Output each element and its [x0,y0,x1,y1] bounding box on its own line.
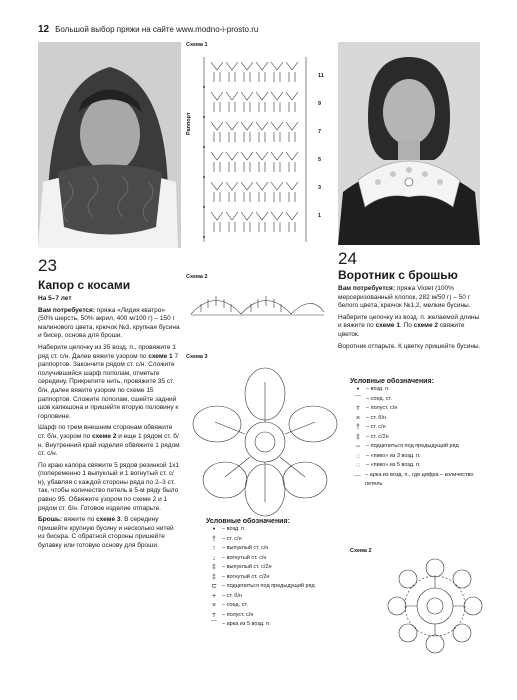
row-number: 1 [318,213,322,219]
legend-item [350,423,485,433]
legend-symbol: т [356,405,360,412]
legend-text: – полуст. с/н [366,405,398,411]
item-title: Капор с косами [38,278,131,292]
scheme-ref: схеме 2 [413,322,439,330]
legend-text: – арка из 5 возд. п. [222,621,271,627]
item-number: 24 [338,249,357,268]
rapport-label: Раппорт [186,112,192,135]
legend-item [206,525,356,535]
legend-symbol: ⌒ [354,395,362,403]
legend-text: – подцепиться под предыдущий ряд [222,583,315,589]
legend-symbol: ⊂ [211,583,217,590]
legend-symbol: + [211,592,217,600]
legend-symbol: ◌ [355,452,361,460]
legend-item [206,563,356,573]
legend-text: – ст. с/н [222,535,242,542]
instr-text: По краю капора свяжите 5 рядов резинкой 1х1 (попеременно 1 выпуклый и 1 вогнутый ст. с/н), убавляя с каждой стороны ряда по 2–3 ст. так, чтобы количество петель в 5-м ряду было равно 95. Обвяжите узором по схеме 2 и 1 рядом ст. б/н. Готовое изделие отпарьте. [38,461,179,512]
materials-text: пряжа «Лидия кватро» (50% шерсть, 50% акрил, 400 м/100 г) – 150 г малинового цвета, крючок №3, крупная бусина и бисер, основа для броши. [38,306,180,340]
legend-text: – вогнутый ст. с/2н [222,573,270,580]
left-text [38,295,180,554]
row-numbers [318,62,324,230]
legend-symbol: ⌒ [354,476,362,484]
legend-symbol: × [211,602,217,609]
legend-right [350,378,485,490]
legend-item [350,385,485,395]
brooch-label: Брошь: [38,516,63,524]
legend-item [350,404,485,414]
page-number: 12 [38,24,50,35]
scheme2r-diagram [385,556,485,656]
scheme1-label: Схема 1 [186,42,208,48]
legend-symbol: × [355,414,361,422]
legend-item [350,461,485,471]
instr-text: Воротник отпарьте. К цветку пришейте бусины. [338,342,481,350]
legend-text: – «пико» из 3 возд. п. [366,452,421,459]
scheme2r-label: Схема 2 [350,548,372,554]
scheme2-label: Схема 2 [186,274,208,280]
right-text [338,285,483,354]
legend-item [350,471,485,490]
legend-text: – подцепиться под предыдущий ряд [366,443,459,449]
legend-item [350,395,485,405]
legend-item [350,414,485,424]
legend-text: – соед. ст. [222,602,248,608]
row-number: 3 [318,185,322,191]
scheme-ref: схеме 2 [92,432,117,440]
instr-text: свяжите цветок. [338,322,465,338]
scheme-ref: схеме 1 [148,352,173,360]
item-number: 23 [38,256,57,275]
legend-text: – выпуклый ст. с/н [222,545,269,551]
legend-item [206,573,356,583]
legend-left [206,518,356,630]
legend-symbol: • [356,386,360,393]
legend-symbol: • [212,526,216,533]
legend-symbol: т [212,611,216,619]
legend-item [206,620,356,630]
legend-title: Условные обозначения: [206,518,290,525]
legend-text: – возд. п. [222,526,246,532]
header-text: Большой выбор пряжи на сайте www.modno-i-prosto.ru [55,25,259,34]
legend-item [350,442,485,452]
legend-item [206,592,356,602]
legend-item [206,582,356,592]
materials-label: Вам потребуется: [338,285,395,292]
legend-text: – вогнутый ст. с/н [222,554,267,561]
legend-item [206,544,356,554]
legend-symbol: † [356,424,360,431]
legend-text: – соед. ст. [366,395,392,402]
instr-text: Наберите цепочку из 35 возд. п., провяжите 1 ряд ст. с/н. Далее вяжите узором по [38,343,176,360]
legend-text: – ст. с/2н [366,433,389,440]
scheme-ref: схеме 3 [96,516,121,524]
photo-collar [338,42,480,245]
legend-text: – полуст. с/н [222,611,254,618]
instr-text: 7 раппортов. Закончите рядом ст. с/н. Сложите получившийся шарф пополам, отметьте середину. Прикрепите нить, провяжите 35 ст. б/н, далее вяжите узором по схеме 15 раппортов. Сложите пополам, сшейте задний шов капюшона и пришейте вторую половину к горловине. [38,352,179,420]
legend-text: – ст. б/н [222,592,243,599]
instr-text: . В середину пришейте крупную бусину и несколько нитей из бисера. С обратной стороны пришейте булавку или готовую основу для броши. [38,516,174,550]
row-number: 9 [318,101,322,107]
scheme3-diagram [190,362,340,522]
row-number: 11 [318,73,324,79]
instr-text: Наберите цепочку из возд. п. желаемой длины и вяжите по [338,313,480,330]
legend-title: Условные обозначения: [350,378,434,385]
legend-symbol: ⌣ [355,443,361,450]
legend-symbol: ↓ [212,554,216,562]
age: На 5–7 лет [38,295,72,302]
scheme2-diagram [186,282,326,322]
legend-symbol: † [212,535,216,543]
legend-text: – ст. с/н [366,424,386,430]
instr-text: и еще 1 рядом ст. б/н. Внутренний край изделия обвяжите 1 рядом ст. с/н. [38,432,180,458]
materials-label: Вам потребуется: [38,306,95,314]
legend-symbol: ↑ [212,545,216,552]
legend-symbol: ‡ [356,433,360,441]
legend-text: – арка из возд. п., где цифра – количество петель [365,471,474,487]
legend-item [206,554,356,564]
scheme-ref: схеме 1 [375,322,400,330]
legend-item [350,433,485,443]
scheme1-diagram [186,52,336,247]
legend-item [206,535,356,545]
legend-symbol: ◌ [355,462,361,469]
legend-symbol: ‡ [212,573,216,581]
instr-text: вяжите по [62,516,97,524]
scheme3-label: Схема 3 [186,354,208,360]
legend-item [206,601,356,611]
legend-text: – ст. б/н [366,414,387,421]
legend-text: – «пико» из 5 возд. п. [366,462,421,468]
row-number: 5 [318,157,322,163]
legend-item [350,452,485,462]
instr-text: Шарф по трем внешним сторонам обвяжите ст. б/н, узором по [38,424,173,440]
page-header [38,24,258,35]
materials-text: пряжа Violet (100% мерсеризованный хлопок, 282 м/50 г) – 50 г белого цвета, крючок №1,2, мелкие бусины. [338,285,471,310]
instr-text: . По [399,322,414,330]
legend-symbol: ‡ [212,564,216,571]
row-number: 7 [318,129,322,135]
legend-symbol: ⌒ [210,621,218,628]
legend-text: – возд. п. [366,386,390,392]
legend-item [206,611,356,621]
photo-hood [38,42,181,248]
item-title: Воротник с брошью [338,268,458,282]
legend-text: – выпуклый ст. с/2н [222,564,272,570]
